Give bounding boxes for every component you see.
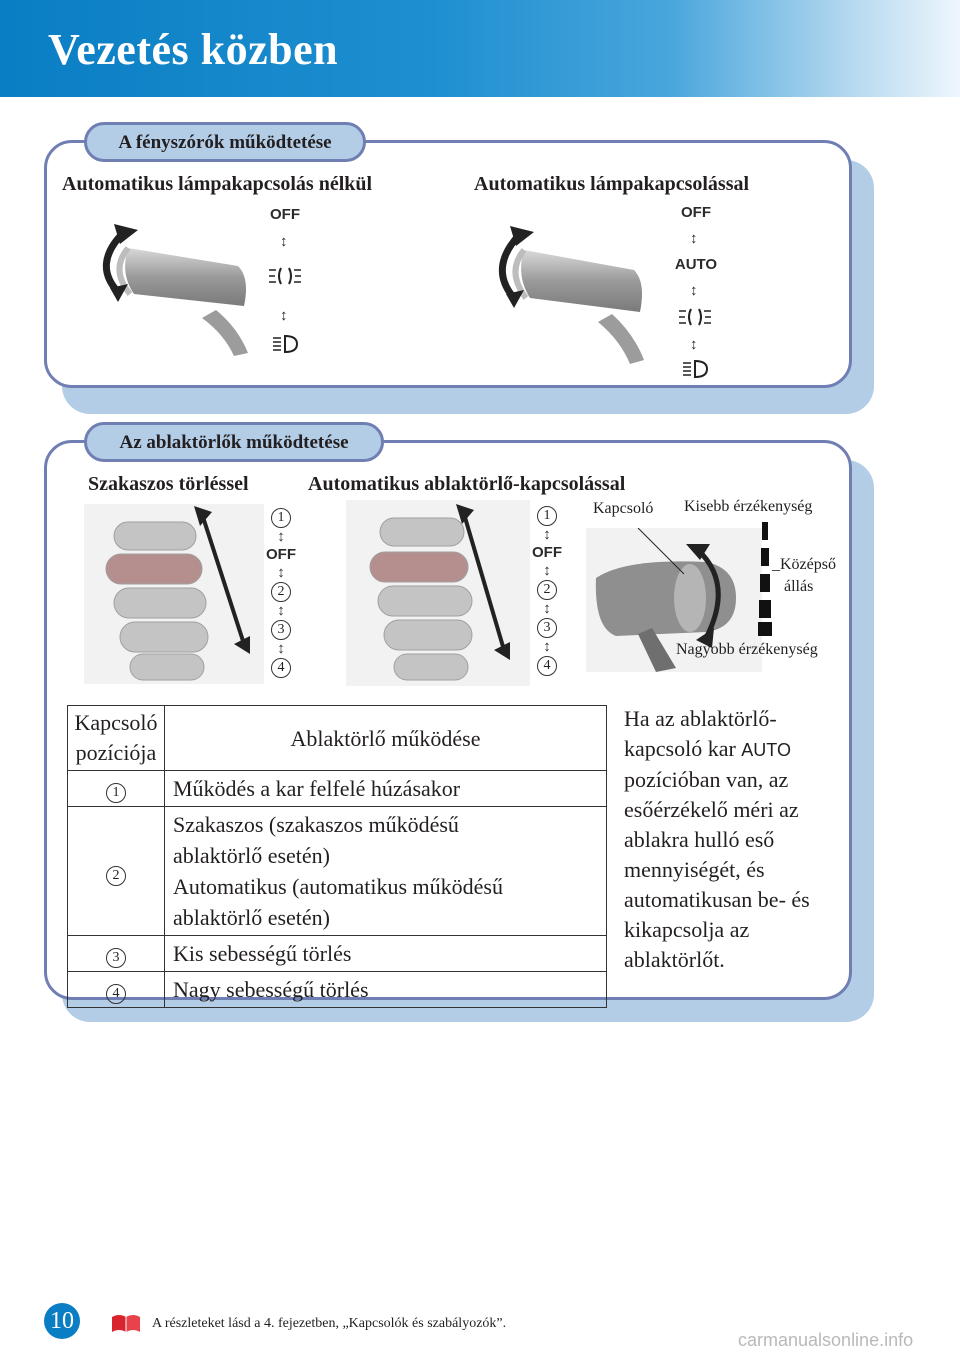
wiper-stalk-image-left [84,504,264,684]
headlight-low-beam-icon [271,333,301,355]
position-3-marker: 3 [271,620,291,640]
table-cell-function: Működés a kar felfelé húzásakor [165,771,607,807]
position-1-marker: 1 [271,508,291,528]
arrow-updown-icon: ↕ [543,526,551,543]
table-cell-function: Nagy sebességű törlés [165,972,607,1008]
table-row [68,936,607,972]
sensitivity-scale-bar [756,522,774,636]
page-number: 10 [44,1303,80,1339]
arrow-updown-icon: ↕ [277,640,285,657]
arrow-updown-icon: ↕ [277,564,285,581]
position-1-marker: 1 [106,783,126,803]
arrow-updown-icon: ↕ [280,233,288,250]
function-line: Automatikus (automatikus működésű [173,874,503,899]
wiper-stalk-image-right [346,500,530,686]
function-line: ablaktörlő esetén) [173,905,330,930]
position-3-marker: 3 [537,618,557,638]
arrow-updown-icon: ↕ [690,230,698,247]
rain-sensor-note [624,704,854,975]
lights-left-subtitle: Automatikus lámpakapcsolás nélkül [62,173,373,195]
less-sensitivity-label: Kisebb érzékenység [684,498,813,515]
function-line: Szakaszos (szakaszos működésű [173,812,459,837]
arrow-updown-icon: ↕ [543,638,551,655]
position-3-marker: 3 [106,948,126,968]
position-1-marker: 1 [537,506,557,526]
book-icon [110,1313,142,1333]
function-line: ablaktörlő esetén) [173,843,330,868]
footer-reference-text: A részleteket lásd a 4. fejezetben, „Kapcsolók és szabályozók”. [152,1316,507,1331]
parking-light-icon [677,305,713,329]
arrow-updown-icon: ↕ [690,336,698,353]
middle-position-line1: _Középső [772,556,836,573]
arrow-updown-icon: ↕ [690,282,698,299]
note-text-start: Ha az ablaktörlő-kapcsoló kar [624,706,777,761]
table-header-row [68,706,607,771]
lights-right-off-label: OFF [681,204,711,221]
position-off-label: OFF [532,544,562,561]
position-4-marker: 4 [106,984,126,1004]
headlight-stalk-image-left [98,218,258,358]
note-auto-label: AUTO [741,740,791,760]
table-row [68,807,607,936]
headlight-low-beam-icon [681,358,711,380]
position-4-marker: 4 [271,658,291,678]
table-cell-function [165,807,607,936]
wiper-positions-left [262,508,300,678]
position-off-label: OFF [266,546,296,563]
arrow-updown-icon: ↕ [280,307,288,324]
position-2-marker: 2 [271,582,291,602]
table-cell-position [68,807,165,936]
wipers-left-subtitle: Szakaszos törléssel [88,473,249,495]
lights-right-subtitle: Automatikus lámpakapcsolással [474,173,750,195]
wiper-positions-right [528,506,566,676]
table-cell-position [68,936,165,972]
watermark: carmanualsonline.info [738,1330,914,1350]
arrow-updown-icon: ↕ [543,562,551,579]
table-row [68,771,607,807]
more-sensitivity-label: Nagyobb érzékenység [676,641,818,658]
position-2-marker: 2 [537,580,557,600]
wiper-function-table [67,705,607,1008]
table-cell-position [68,972,165,1008]
header-position-line2: pozíciója [75,740,157,765]
page-title: Vezetés közben [48,25,339,74]
middle-position-line2: állás [784,578,814,595]
table-cell-position [68,771,165,807]
parking-light-icon [267,264,303,288]
table-header-position [68,706,165,771]
table-row [68,972,607,1008]
header-position-line1: Kapcsoló [74,710,158,735]
lights-section-title: A fényszórók működtetése [84,122,366,162]
table-cell-function: Kis sebességű törlés [165,936,607,972]
position-4-marker: 4 [537,656,557,676]
headlight-stalk-image-right [494,218,654,368]
knob-label: Kapcsoló [593,500,654,517]
arrow-updown-icon: ↕ [543,600,551,617]
table-header-function: Ablaktörlő működése [165,706,607,771]
lights-left-off-label: OFF [270,206,300,223]
wipers-right-subtitle: Automatikus ablaktörlő-kapcsolással [308,473,626,495]
middle-position-label: Középső [780,556,836,573]
position-2-marker: 2 [106,866,126,886]
arrow-updown-icon: ↕ [277,528,285,545]
wipers-section-title: Az ablaktörlők működtetése [84,422,384,462]
lights-auto-label: AUTO [674,256,718,273]
note-text-end: pozícióban van, az esőérzékelő méri az ablakra hulló eső mennyiségét, és automatikusan be- és kikapcsolja az ablaktörlőt. [624,767,810,972]
arrow-updown-icon: ↕ [277,602,285,619]
